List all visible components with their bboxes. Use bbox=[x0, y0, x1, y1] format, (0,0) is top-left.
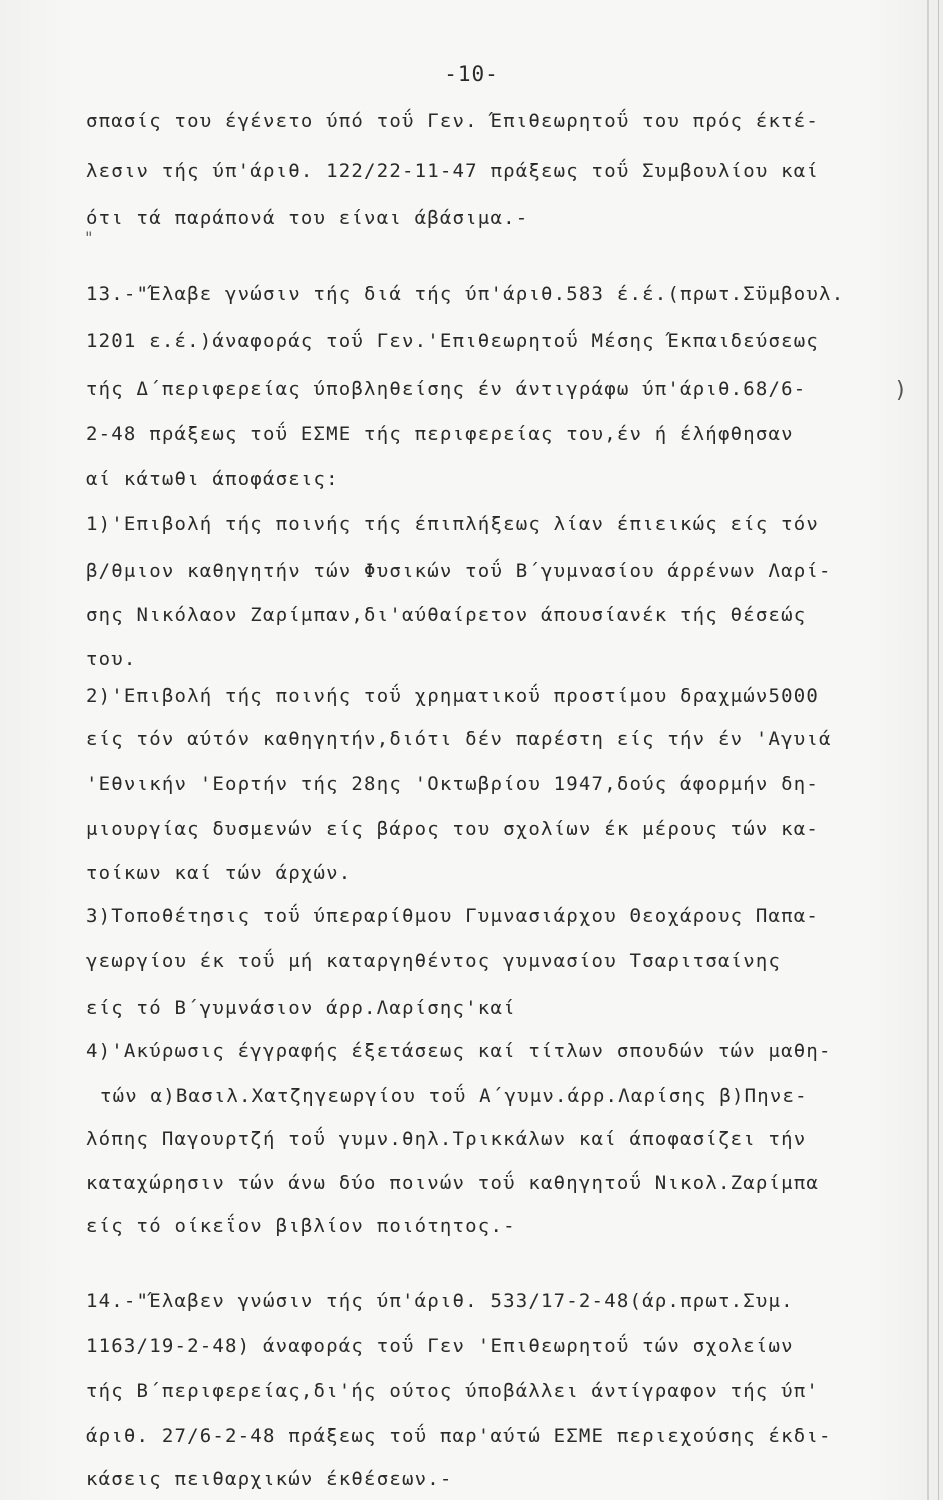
text-line: καταχώρησιν τών άνω δύο ποινών τοΰ καθηγητοΰ Νικολ.Ζαρίμπα bbox=[86, 1172, 820, 1194]
text-line: β/θμιον καθηγητήν τών Φυσικών τοΰ Β΄γυμνασίου άρρένων Λαρί- bbox=[86, 560, 832, 582]
text-line: γεωργίου έκ τοΰ μή καταργηθέντος γυμνασίου Τσαριτσαίνης bbox=[86, 950, 782, 972]
text-line: είς τόν αύτόν καθηγητήν,διότι δέν παρέστη είς τήν έν 'Αγυιά bbox=[86, 728, 832, 750]
text-line: 1163/19-2-48) άναφοράς τοΰ Γεν 'Επιθεωρητοΰ τών σχολείων bbox=[86, 1335, 794, 1357]
text-line: είς τό Β΄γυμνάσιον άρρ.Λαρίσης'καί bbox=[86, 997, 516, 1019]
text-line: είς τό οίκεΐον βιβλίον ποιότητος.- bbox=[86, 1215, 516, 1237]
text-line: 'Εθνικήν 'Εορτήν τής 28ης 'Οκτωβρίου 1947,δούς άφορμήν δη- bbox=[86, 773, 820, 795]
text-line: 14.-"Έλαβεν γνώσιν τής ύπ'άριθ. 533/17-2-48(άρ.πρωτ.Συμ. bbox=[86, 1290, 794, 1312]
page-number: -10- bbox=[444, 62, 499, 86]
text-line: 1201 ε.έ.)άναφοράς τοΰ Γεν.'Επιθεωρητοΰ Μέσης Έκπαιδεύσεως bbox=[86, 330, 820, 352]
text-line: 4)'Ακύρωσις έγγραφής έξετάσεως καί τίτλων σπουδών τών μαθη- bbox=[86, 1040, 832, 1062]
margin-mark: ) bbox=[894, 378, 908, 403]
text-line: 1)'Επιβολή τής ποινής τής έπιπλήξεως λίαν έπιεικώς είς τόν bbox=[86, 513, 820, 535]
text-line: τής Β΄περιφερείας,δι'ής ούτος ύποβάλλει άντίγραφον τής ύπ' bbox=[86, 1380, 820, 1402]
text-line: αί κάτωθι άποφάσεις: bbox=[86, 468, 339, 490]
text-line: άριθ. 27/6-2-48 πράξεως τοΰ παρ'αύτώ ΕΣΜΕ περιεχούσης έκδι- bbox=[86, 1425, 832, 1447]
text-line: 2-48 πράξεως τοΰ ΕΣΜΕ τής περιφερείας του,έν ή έλήφθησαν bbox=[86, 423, 794, 445]
text-line: του. bbox=[86, 648, 137, 670]
text-line: 3)Τοποθέτησις τοΰ ύπεραρίθμου Γυμνασιάρχου Θεοχάρους Παπα- bbox=[86, 905, 820, 927]
text-line: μιουργίας δυσμενών είς βάρος του σχολίων έκ μέρους τών κα- bbox=[86, 818, 820, 840]
text-line: τοίκων καί τών άρχών. bbox=[86, 862, 352, 884]
text-line: τής Δ΄περιφερείας ύποβληθείσης έν άντιγράφω ύπ'άριθ.68/6- bbox=[86, 378, 807, 400]
text-line: λόπης Παγουρτζή τοΰ γυμν.θηλ.Τρικκάλων καί άποφασίζει τήν bbox=[86, 1128, 807, 1150]
text-line: 13.-"Έλαβε γνώσιν τής διά τής ύπ'άριθ.583 έ.έ.(πρωτ.Σϋμβουλ. bbox=[86, 283, 845, 305]
text-line: κάσεις πειθαρχικών έκθέσεων.- bbox=[86, 1468, 453, 1490]
text-line: 2)'Επιβολή τής ποινής τοΰ χρηματικοΰ προστίμου δραχμών5000 bbox=[86, 685, 820, 707]
text-line: τών α)Βασιλ.Χατζηγεωργίου τοΰ Α΄γυμν.άρρ.Λαρίσης β)Πηνε- bbox=[100, 1085, 808, 1107]
text-line: ότι τά παράπονά του είναι άβάσιμα.- bbox=[86, 207, 529, 229]
text-line: λεσιν τής ύπ'άριθ. 122/22-11-47 πράξεως τοΰ Συμβουλίου καί bbox=[86, 160, 820, 182]
text-line: σης Νικόλαον Ζαρίμπαν,δι'αύθαίρετον άπουσίανέκ τής θέσεώς bbox=[86, 604, 807, 626]
stray-mark: " bbox=[84, 228, 94, 247]
text-line: σπασίς του έγένετο ύπό τοΰ Γεν. Έπιθεωρητοΰ του πρός έκτέ- bbox=[86, 110, 820, 132]
